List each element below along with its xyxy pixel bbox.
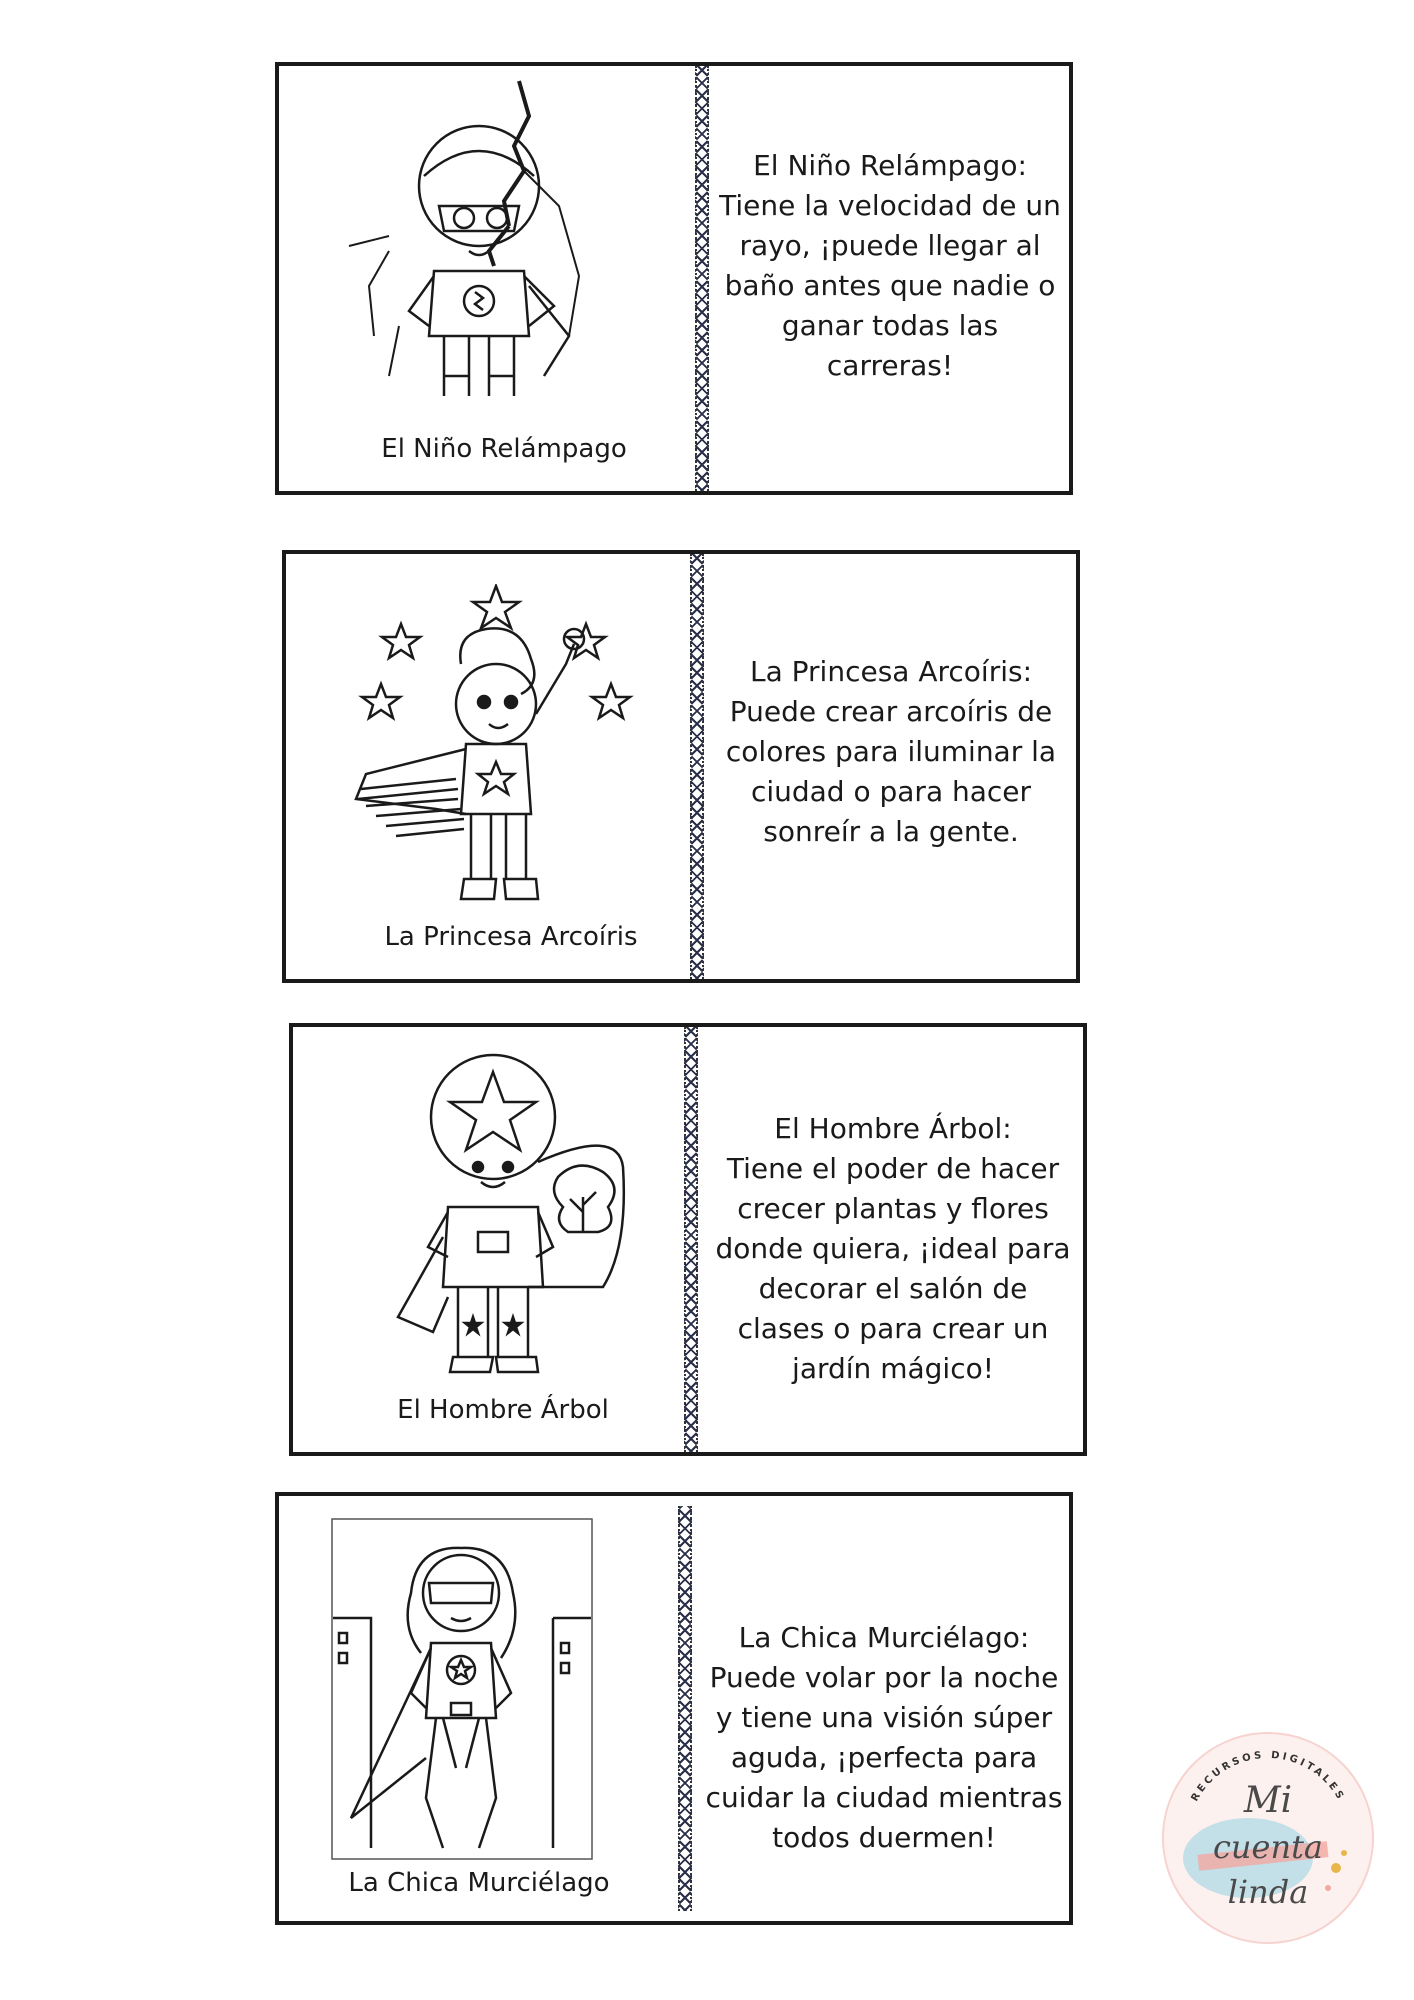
desc-line: sonreír a la gente. (763, 815, 1019, 848)
cut-line-divider (695, 66, 709, 491)
desc-line: El Hombre Árbol: (774, 1112, 1012, 1145)
desc-line: Puede volar por la noche (709, 1661, 1059, 1694)
desc-line: La Chica Murciélago: (738, 1621, 1030, 1654)
desc-line: rayo, ¡puede llegar al (739, 229, 1041, 262)
desc-line: clases o para crear un (737, 1312, 1049, 1345)
lightning-hero-illustration (329, 76, 669, 406)
card-name: El Niño Relámpago (381, 434, 627, 464)
desc-line: Puede crear arcoíris de (729, 695, 1053, 728)
card-hombre-arbol (289, 1023, 1087, 1456)
desc-line: jardín mágico! (792, 1352, 994, 1385)
logo-word-mi: Mi (1243, 1780, 1293, 1821)
card-nino-relampago (275, 62, 1073, 495)
logo-word-cuenta: cuenta (1212, 1828, 1323, 1866)
card-name: El Hombre Árbol (397, 1395, 609, 1425)
desc-line: cuidar la ciudad mientras (705, 1781, 1063, 1814)
desc-line: ganar todas las (781, 309, 999, 342)
desc-line: crecer plantas y flores (737, 1192, 1049, 1225)
desc-line: Tiene la velocidad de un (719, 189, 1061, 222)
desc-line: donde quiera, ¡ideal para (715, 1232, 1071, 1265)
logo-word-linda: linda (1227, 1873, 1309, 1911)
card-chica-murcielago (275, 1492, 1073, 1925)
mi-cuenta-linda-logo (1158, 1728, 1378, 1948)
desc-line: Tiene el poder de hacer (726, 1152, 1060, 1185)
card-name: La Chica Murciélago (348, 1868, 610, 1898)
desc-line: colores para iluminar la (725, 735, 1057, 768)
bat-girl-illustration (331, 1518, 593, 1860)
desc-line: aguda, ¡perfecta para (730, 1741, 1038, 1774)
card-description (711, 652, 1071, 852)
logo-top-text: RECURSOS DIGITALES (1189, 1749, 1347, 1804)
card-name: La Princesa Arcoíris (384, 922, 638, 952)
cut-line-divider (678, 1506, 692, 1911)
card-description (708, 1109, 1078, 1389)
card-description (699, 1618, 1069, 1858)
cut-line-divider (690, 554, 704, 979)
desc-line: La Princesa Arcoíris: (749, 655, 1033, 688)
desc-line: baño antes que nadie o (724, 269, 1056, 302)
desc-line: y tiene una visión súper (715, 1701, 1053, 1734)
rainbow-hero-illustration (346, 584, 646, 904)
desc-line: decorar el salón de (758, 1272, 1028, 1305)
desc-line: todos duermen! (772, 1821, 996, 1854)
card-princesa-arcoiris (282, 550, 1080, 983)
desc-line: ciudad o para hacer (750, 775, 1032, 808)
desc-line: carreras! (826, 349, 954, 382)
cut-line-divider (684, 1027, 698, 1452)
tree-hero-illustration (378, 1047, 678, 1377)
desc-line: El Niño Relámpago: (753, 149, 1027, 182)
card-description (715, 146, 1065, 386)
